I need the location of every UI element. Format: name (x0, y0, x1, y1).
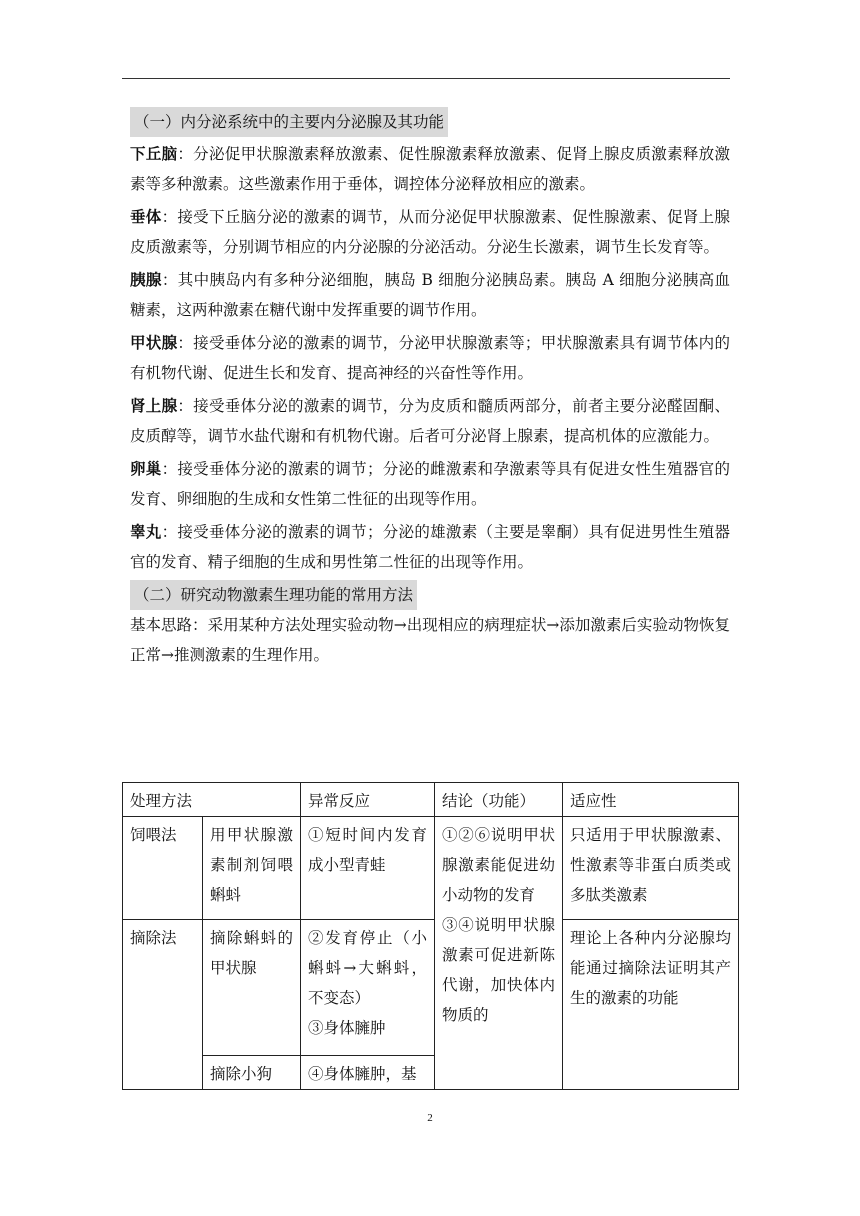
gland-paragraph (130, 517, 730, 577)
gland-name: 下丘脑 (130, 144, 178, 163)
methods-table (122, 782, 739, 1090)
gland-text: ：接受垂体分泌的激素的调节；分泌的雌激素和孕激素等具有促进女性生殖器官的发育、卵细胞的生成和女性第二性征的出现等作用。 (130, 460, 730, 508)
gland-name: 卵巢 (130, 459, 162, 478)
reaction-cell: ②发育停止（小蝌蚪→大蝌蚪，不变态） ③身体臃肿 (301, 920, 435, 1056)
gland-text: ：接受下丘脑分泌的激素的调节，从而分泌促甲状腺激素、促性腺激素、促肾上腺皮质激素等，分别调节相应的内分泌腺的分泌活动。分泌生长激素，调节生长发育等。 (130, 208, 730, 256)
basic-idea: 基本思路：采用某种方法处理实验动物→出现相应的病理症状→添加激素后实验动物恢复正常→推测激素的生理作用。 (130, 616, 730, 664)
detail-cell: 摘除小狗 (203, 1056, 301, 1090)
reaction-cell: ④身体臃肿，基 (301, 1056, 435, 1090)
reaction-cell: ①短时间内发育成小型青蛙 (301, 817, 435, 920)
gland-name: 垂体 (130, 207, 162, 226)
section2-title: （二）研究动物激素生理功能的常用方法 (130, 580, 417, 610)
header-method: 处理方法 (123, 783, 301, 817)
gland-paragraph (130, 202, 730, 262)
gland-text: ：分泌促甲状腺激素释放激素、促性腺激素释放激素、促肾上腺皮质激素释放激素等多种激素。这些激素作用于垂体，调控体分泌释放相应的激素。 (130, 145, 730, 193)
applicability-cell: 只适用于甲状腺激素、性激素等非蛋白质类或多肽类激素 (563, 817, 739, 920)
gland-text: ：接受垂体分泌的激素的调节，分泌甲状腺激素等；甲状腺激素具有调节体内的有机物代谢、促进生长和发育、提高神经的兴奋性等作用。 (130, 334, 730, 382)
gland-paragraph (130, 391, 730, 451)
gland-name: 肾上腺 (130, 396, 178, 415)
gland-paragraph (130, 328, 730, 388)
method-cell: 摘除法 (123, 920, 203, 1090)
header-applicability: 适应性 (563, 783, 739, 817)
header-conclusion: 结论（功能） (435, 783, 563, 817)
applicability-cell: 理论上各种内分泌腺均能通过摘除法证明其产生的激素的功能 (563, 920, 739, 1090)
detail-cell: 摘除蝌蚪的甲状腺 (203, 920, 301, 1056)
gland-name: 胰腺 (130, 270, 162, 289)
table-row (123, 920, 739, 1056)
gland-text: ：其中胰岛内有多种分泌细胞，胰岛 B 细胞分泌胰岛素。胰岛 A 细胞分泌胰高血糖素，这两种激素在糖代谢中发挥重要的调节作用。 (130, 271, 730, 319)
gland-paragraph (130, 265, 730, 325)
section2-heading (130, 580, 730, 610)
page-number: 2 (427, 1112, 433, 1124)
gland-paragraph (130, 139, 730, 199)
section1-title: （一）内分泌系统中的主要内分泌腺及其功能 (130, 107, 448, 137)
table-row (123, 817, 739, 920)
gland-text: ：接受垂体分泌的激素的调节；分泌的雄激素（主要是睾酮）具有促进男性生殖器官的发育、精子细胞的生成和男性第二性征的出现等作用。 (130, 523, 730, 571)
method-cell: 饲喂法 (123, 817, 203, 920)
gland-text: ：接受垂体分泌的激素的调节，分为皮质和髓质两部分，前者主要分泌醛固酮、皮质醇等，调节水盐代谢和有机物代谢。后者可分泌肾上腺素，提高机体的应激能力。 (130, 397, 730, 445)
gland-paragraph (130, 454, 730, 514)
section1-heading (130, 107, 730, 137)
header-reaction: 异常反应 (301, 783, 435, 817)
conclusion-cell: ①②⑥说明甲状腺激素能促进幼小动物的发育 ③④说明甲状腺激素可促进新陈代谢，加快体内物质的 (435, 817, 563, 1090)
detail-cell: 用甲状腺激素制剂饲喂蝌蚪 (203, 817, 301, 920)
header-rule (122, 78, 730, 79)
gland-name: 睾丸 (130, 522, 162, 541)
page-body (130, 107, 730, 673)
gland-name: 甲状腺 (130, 333, 178, 352)
table-header-row (123, 783, 739, 817)
